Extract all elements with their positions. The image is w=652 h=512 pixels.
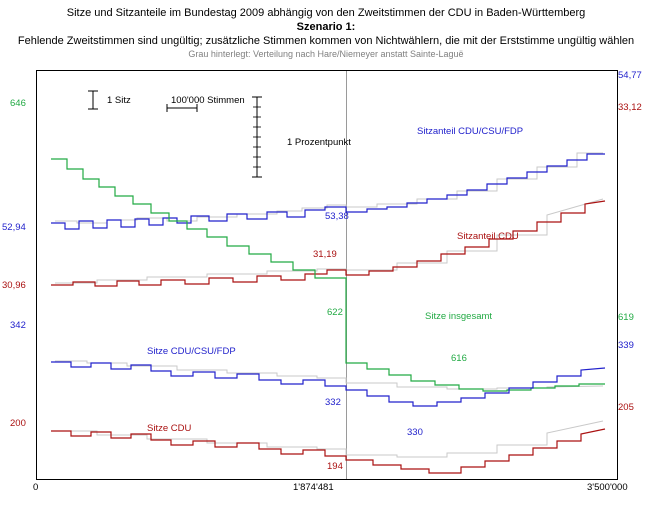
value-330: 330	[407, 427, 423, 438]
chart-note-hare-niemeyer: Grau hinterlegt: Verteilung nach Hare/Niemeyer anstatt Sainte-Laguë	[188, 49, 464, 59]
legend-seat-scale-label: 1 Sitz	[107, 95, 131, 106]
plot-area	[36, 70, 618, 480]
right-value-619: 619	[618, 312, 634, 323]
value-622: 622	[327, 307, 343, 318]
right-value-205: 205	[618, 402, 634, 413]
left-value-200: 200	[10, 418, 26, 429]
right-value-3312: 33,12	[618, 102, 642, 113]
x-tick-mid: 1'874'481	[293, 482, 334, 493]
label-seats-cdu-csu-fdp: Sitze CDU/CSU/FDP	[147, 346, 236, 357]
value-332: 332	[325, 397, 341, 408]
seat-scale-icon	[83, 89, 103, 111]
value-5338: 53,38	[325, 211, 349, 222]
left-value-646: 646	[10, 98, 26, 109]
chart-title-line1: Sitze und Sitzanteile im Bundestag 2009 abhängig von den Zweitstimmen der CDU in Baden-Württemberg	[66, 7, 586, 19]
label-share-cdu-csu-fdp: Sitzanteil CDU/CSU/FDP	[417, 126, 524, 137]
chart-title-scenario: Szenario 1:	[296, 21, 356, 33]
left-value-5294: 52,94	[2, 222, 26, 233]
ghost-curves	[55, 153, 603, 457]
legend-votes-scale-label: 100'000 Stimmen	[171, 95, 245, 106]
value-194: 194	[327, 461, 343, 472]
left-value-342: 342	[10, 320, 26, 331]
label-seats-total: Sitze insgesamt	[425, 311, 493, 322]
label-share-cdu: Sitzanteil CDU	[457, 231, 519, 242]
legend-percent-scale-label: 1 Prozentpunkt	[287, 137, 351, 148]
value-616: 616	[451, 353, 467, 364]
right-value-5477: 54,77	[618, 70, 642, 81]
right-value-339: 339	[618, 340, 634, 351]
title-block	[0, 6, 652, 61]
x-tick-0: 0	[33, 482, 39, 493]
value-3119: 31,19	[313, 249, 337, 260]
y-axis	[36, 70, 37, 479]
series-seats-total	[51, 159, 605, 391]
x-axis-labels	[0, 482, 652, 496]
chart-title-line3: Fehlende Zweitstimmen sind ungültig; zusätzliche Stimmen kommen von Nichtwählern, die mit der Erststimme ungültig wählen	[17, 35, 635, 47]
curves-svg	[37, 71, 617, 479]
x-tick-max: 3'500'000	[587, 482, 628, 493]
percent-scale-icon	[249, 95, 265, 179]
left-value-3096: 30,96	[2, 280, 26, 291]
label-seats-cdu: Sitze CDU	[147, 423, 192, 434]
